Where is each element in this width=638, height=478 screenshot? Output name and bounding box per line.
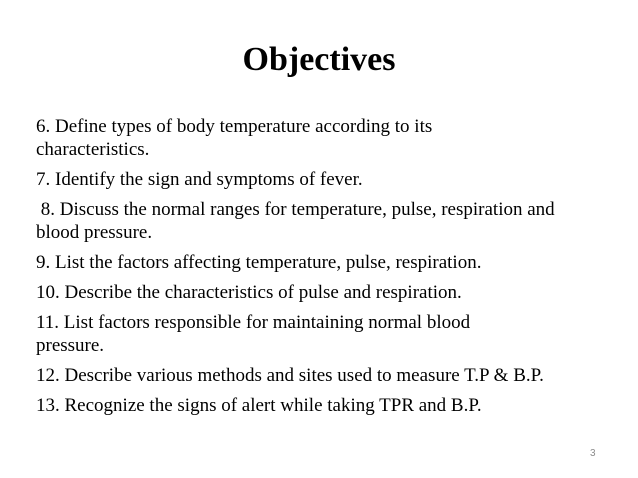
objective-item: 7. Identify the sign and symptoms of fever. bbox=[36, 169, 363, 190]
objective-item: 10. Describe the characteristics of pulse and respiration. bbox=[36, 282, 462, 303]
objective-item: 11. List factors responsible for maintaining normal blood pressure. bbox=[36, 312, 475, 356]
page-number: 3 bbox=[590, 448, 596, 459]
slide-title: Objectives bbox=[242, 41, 396, 78]
objective-item: 9. List the factors affecting temperature, pulse, respiration. bbox=[36, 252, 482, 273]
objective-item: 6. Define types of body temperature according to its characteristics. bbox=[36, 116, 437, 160]
objective-item: 12. Describe various methods and sites used to measure T.P & B.P. bbox=[36, 365, 544, 386]
objective-item: 8. Discuss the normal ranges for temperature, pulse, respiration and blood pressure. bbox=[36, 199, 560, 243]
objective-item: 13. Recognize the signs of alert while taking TPR and B.P. bbox=[36, 395, 482, 416]
objectives-list bbox=[36, 115, 596, 424]
